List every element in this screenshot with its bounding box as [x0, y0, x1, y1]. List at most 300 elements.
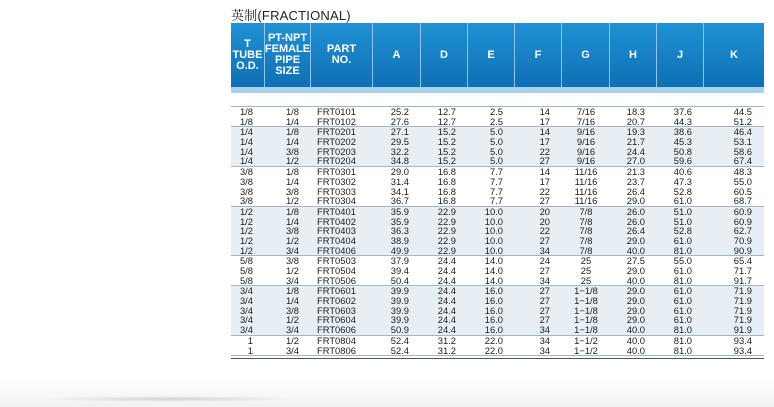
cell-f: 27	[539, 286, 550, 297]
cell-a: 49.9	[390, 245, 409, 256]
cell-g: 9/16	[576, 146, 596, 157]
cell-f: 27	[539, 235, 550, 246]
table-row	[231, 117, 764, 127]
cell-e: 2.5	[489, 116, 503, 127]
cell-pipe-size: 1/4	[285, 116, 299, 127]
cell-g: 1−1/8	[574, 305, 598, 316]
cell-tube-od: 3/8	[239, 186, 253, 197]
cell-e: 10.0	[484, 245, 503, 256]
cell-e: 16.0	[484, 315, 503, 326]
cell-pipe-size: 1/8	[285, 286, 299, 297]
cell-pipe-size: 1/8	[285, 107, 299, 117]
table-row	[231, 276, 764, 286]
cell-g: 11/16	[574, 176, 598, 187]
cell-k: 60.9	[733, 216, 752, 227]
background-floor	[0, 380, 774, 407]
cell-e: 2.5	[489, 107, 503, 117]
cell-pipe-size: 1/2	[285, 315, 299, 326]
table-row	[231, 286, 764, 296]
cell-tube-od: 1/2	[239, 206, 253, 217]
cell-pipe-size: 1/4	[285, 176, 299, 187]
cell-part-no: FRT0102	[317, 116, 356, 127]
cell-j: 47.3	[673, 176, 692, 187]
cell-d: 24.4	[437, 286, 456, 297]
table-row	[231, 167, 764, 177]
cell-d: 24.4	[437, 315, 456, 326]
cell-h: 40.0	[626, 345, 645, 356]
cell-tube-od: 1/8	[239, 116, 253, 127]
cell-k: 71.9	[733, 305, 752, 316]
cell-g: 25	[580, 256, 592, 266]
cell-d: 15.2	[437, 146, 456, 157]
table-row	[231, 187, 764, 197]
cell-pipe-size: 1/2	[285, 266, 299, 276]
table-row	[231, 207, 764, 217]
cell-g: 11/16	[574, 196, 598, 206]
cell-part-no: FRT0506	[317, 275, 356, 286]
table-row	[231, 147, 764, 157]
cell-f: 17	[539, 137, 550, 147]
cell-e: 16.0	[484, 286, 503, 297]
cell-a: 27.1	[390, 127, 409, 138]
cell-k: 93.4	[733, 345, 752, 356]
cell-f: 27	[539, 296, 550, 306]
cell-f: 17	[539, 116, 550, 127]
cell-j: 52.8	[673, 186, 692, 197]
table-row	[231, 107, 764, 117]
table-row	[231, 127, 764, 137]
cell-tube-od: 1/4	[239, 127, 253, 138]
cell-j: 61.0	[673, 305, 692, 316]
table-row	[231, 315, 764, 325]
cell-d: 24.4	[437, 266, 456, 276]
cell-g: 7/8	[579, 206, 593, 217]
cell-k: 71.7	[733, 266, 752, 276]
cell-j: 52.8	[673, 226, 692, 236]
cell-g: 9/16	[576, 156, 596, 167]
cell-k: 71.9	[733, 286, 752, 297]
cell-e: 16.0	[484, 305, 503, 316]
cell-h: 29.0	[626, 305, 645, 316]
cell-j: 44.3	[673, 116, 692, 127]
cell-part-no: FRT0301	[317, 167, 356, 177]
cell-d: 24.4	[437, 275, 456, 286]
cell-part-no: FRT0604	[317, 315, 356, 326]
cell-j: 61.0	[673, 196, 692, 206]
header-part-no: PART NO.	[311, 23, 373, 87]
cell-d: 12.7	[437, 107, 456, 117]
cell-part-no: FRT0202	[317, 137, 356, 147]
cell-k: 48.3	[733, 167, 752, 177]
table-row	[231, 137, 764, 147]
cell-h: 26.0	[626, 206, 645, 217]
cell-e: 10.0	[484, 216, 503, 227]
cell-pipe-size: 3/4	[285, 325, 299, 335]
cell-h: 18.3	[626, 107, 645, 117]
cell-h: 23.7	[626, 176, 645, 187]
cell-a: 35.9	[390, 206, 409, 217]
cell-f: 14	[539, 167, 550, 177]
table-row	[231, 177, 764, 187]
cell-a: 50.4	[390, 275, 409, 286]
cell-a: 39.9	[390, 296, 409, 306]
cell-part-no: FRT0804	[317, 335, 356, 346]
cell-k: 58.6	[733, 146, 752, 157]
cell-f: 20	[539, 216, 550, 227]
cell-pipe-size: 1/4	[285, 137, 299, 147]
cell-a: 32.2	[390, 146, 409, 157]
cell-part-no: FRT0403	[317, 226, 356, 236]
cell-tube-od: 3/4	[239, 315, 253, 326]
cell-g: 1−1/8	[574, 325, 598, 335]
cell-d: 16.8	[437, 196, 456, 206]
cell-f: 27	[539, 196, 550, 206]
cell-pipe-size: 3/8	[285, 226, 299, 236]
cell-j: 81.0	[673, 325, 692, 335]
cell-g: 7/16	[576, 116, 596, 127]
cell-pipe-size: 1/4	[285, 216, 299, 227]
cell-d: 22.9	[437, 235, 456, 246]
cell-d: 16.8	[437, 167, 456, 177]
cell-h: 26.0	[626, 216, 645, 227]
cell-a: 39.9	[390, 315, 409, 326]
cell-e: 22.0	[484, 345, 503, 356]
cell-j: 40.6	[673, 167, 692, 177]
cell-h: 21.7	[626, 137, 645, 147]
table-body	[231, 106, 764, 356]
table-row	[231, 246, 764, 256]
row-group	[231, 107, 764, 127]
table-row	[231, 156, 764, 166]
cell-k: 91.7	[733, 275, 752, 286]
row-group	[231, 167, 764, 207]
cell-f: 27	[539, 315, 550, 326]
cell-tube-od: 3/8	[239, 196, 253, 206]
cell-a: 35.9	[390, 216, 409, 227]
cell-tube-od: 1	[247, 335, 253, 346]
cell-a: 39.9	[390, 305, 409, 316]
cell-h: 40.0	[626, 325, 645, 335]
cell-tube-od: 5/8	[239, 256, 253, 266]
cell-part-no: FRT0402	[317, 216, 356, 227]
header-f: F	[515, 23, 562, 87]
cell-d: 24.4	[437, 256, 456, 266]
header-e: E	[468, 23, 515, 87]
cell-part-no: FRT0201	[317, 127, 356, 138]
cell-g: 1−1/2	[574, 335, 598, 346]
cell-k: 67.4	[733, 156, 752, 167]
cell-pipe-size: 3/8	[285, 146, 299, 157]
cell-part-no: FRT0806	[317, 345, 356, 356]
cell-f: 24	[539, 256, 550, 266]
cell-f: 22	[539, 146, 550, 157]
cell-d: 15.2	[437, 156, 456, 167]
cell-part-no: FRT0606	[317, 325, 356, 335]
cell-tube-od: 1/2	[239, 245, 253, 256]
cell-tube-od: 3/4	[239, 286, 253, 297]
header-k: K	[704, 23, 764, 87]
cell-f: 17	[539, 176, 550, 187]
cell-j: 61.0	[673, 235, 692, 246]
cell-f: 14	[539, 107, 550, 117]
cell-k: 93.4	[733, 335, 752, 346]
cell-h: 19.3	[626, 127, 645, 138]
cell-j: 81.0	[673, 275, 692, 286]
cell-g: 7/8	[579, 226, 593, 236]
cell-part-no: FRT0203	[317, 146, 356, 157]
cell-a: 36.3	[390, 226, 409, 236]
cell-d: 31.2	[437, 345, 456, 356]
header-pipe-size: PT-NPT FEMALE PIPE SIZE	[265, 23, 311, 87]
cell-g: 11/16	[574, 186, 598, 197]
cell-tube-od: 1/4	[239, 156, 253, 167]
cell-k: 71.9	[733, 296, 752, 306]
cell-a: 27.6	[390, 116, 409, 127]
cell-j: 61.0	[673, 286, 692, 297]
cell-k: 53.1	[733, 137, 752, 147]
cell-a: 39.9	[390, 286, 409, 297]
cell-pipe-size: 3/4	[285, 345, 299, 356]
cell-e: 10.0	[484, 235, 503, 246]
cell-f: 27	[539, 266, 550, 276]
cell-pipe-size: 1/2	[285, 335, 299, 346]
cell-part-no: FRT0302	[317, 176, 356, 187]
cell-a: 39.4	[390, 266, 409, 276]
cell-tube-od: 5/8	[239, 266, 253, 276]
cell-a: 37.9	[390, 256, 409, 266]
cell-h: 29.0	[626, 235, 645, 246]
cell-tube-od: 3/4	[239, 305, 253, 316]
cell-tube-od: 3/4	[239, 296, 253, 306]
cell-tube-od: 1/4	[239, 137, 253, 147]
cell-j: 61.0	[673, 296, 692, 306]
cell-f: 27	[539, 305, 550, 316]
cell-d: 15.2	[437, 137, 456, 147]
cell-e: 7.7	[489, 186, 503, 197]
cell-e: 10.0	[484, 206, 503, 217]
table-row	[231, 336, 764, 346]
cell-tube-od: 3/8	[239, 167, 253, 177]
cell-pipe-size: 1/2	[285, 235, 299, 246]
cell-f: 34	[539, 335, 550, 346]
cell-part-no: FRT0304	[317, 196, 356, 206]
cell-tube-od: 3/8	[239, 176, 253, 187]
cell-d: 22.9	[437, 206, 456, 217]
cell-a: 31.4	[390, 176, 409, 187]
cell-j: 38.6	[673, 127, 692, 138]
cell-d: 22.9	[437, 216, 456, 227]
cell-j: 81.0	[673, 345, 692, 356]
table-bottom-rule	[231, 358, 764, 359]
cell-k: 51.2	[733, 116, 752, 127]
cell-k: 60.9	[733, 206, 752, 217]
cell-pipe-size: 3/4	[285, 275, 299, 286]
cell-pipe-size: 3/8	[285, 256, 299, 266]
header-a: A	[373, 23, 421, 87]
cell-h: 40.0	[626, 245, 645, 256]
cell-f: 34	[539, 325, 550, 335]
header-j: J	[657, 23, 704, 87]
cell-tube-od: 1	[247, 345, 253, 356]
cell-h: 20.7	[626, 116, 645, 127]
cell-j: 61.0	[673, 315, 692, 326]
cell-g: 7/8	[579, 235, 593, 246]
header-h: H	[610, 23, 657, 87]
cell-e: 5.0	[489, 127, 503, 138]
cell-a: 50.9	[390, 325, 409, 335]
cell-e: 14.0	[484, 266, 503, 276]
cell-pipe-size: 1/8	[285, 167, 299, 177]
cell-j: 45.3	[673, 137, 692, 147]
row-group	[231, 256, 764, 286]
cell-e: 22.0	[484, 335, 503, 346]
table-row	[231, 296, 764, 306]
cell-tube-od: 1/2	[239, 235, 253, 246]
row-group	[231, 336, 764, 356]
cell-j: 81.0	[673, 335, 692, 346]
cell-part-no: FRT0603	[317, 305, 356, 316]
table-row	[231, 256, 764, 266]
cell-h: 40.0	[626, 275, 645, 286]
cell-a: 52.4	[390, 345, 409, 356]
table-row	[231, 266, 764, 276]
cell-e: 5.0	[489, 137, 503, 147]
cell-pipe-size: 1/2	[285, 156, 299, 167]
cell-e: 5.0	[489, 146, 503, 157]
cell-e: 16.0	[484, 325, 503, 335]
cell-h: 27.0	[626, 156, 645, 167]
cell-k: 44.5	[733, 107, 752, 117]
cell-h: 29.0	[626, 286, 645, 297]
cell-a: 34.8	[390, 156, 409, 167]
cell-f: 34	[539, 245, 550, 256]
cell-k: 90.9	[733, 245, 752, 256]
cell-f: 22	[539, 186, 550, 197]
cell-h: 29.0	[626, 296, 645, 306]
cell-f: 27	[539, 156, 550, 167]
cell-part-no: FRT0503	[317, 256, 356, 266]
cell-a: 36.7	[390, 196, 409, 206]
cell-part-no: FRT0601	[317, 286, 356, 297]
table-row	[231, 346, 764, 356]
header-g: G	[562, 23, 610, 87]
cell-h: 26.4	[626, 186, 645, 197]
cell-tube-od: 1/2	[239, 216, 253, 227]
cell-pipe-size: 3/8	[285, 186, 299, 197]
cell-d: 16.8	[437, 176, 456, 187]
cell-h: 29.0	[626, 315, 645, 326]
cell-a: 34.1	[390, 186, 409, 197]
cell-part-no: FRT0602	[317, 296, 356, 306]
table-row	[231, 196, 764, 206]
cell-e: 7.7	[489, 196, 503, 206]
table-title: 英制(FRACTIONAL)	[231, 8, 351, 23]
cell-part-no: FRT0204	[317, 156, 356, 167]
dimension-table	[231, 23, 764, 359]
row-group	[231, 127, 764, 167]
cell-h: 29.0	[626, 196, 645, 206]
cell-g: 1−1/8	[574, 286, 598, 297]
cell-j: 61.0	[673, 266, 692, 276]
cell-h: 29.0	[626, 266, 645, 276]
cell-d: 24.4	[437, 296, 456, 306]
cell-k: 65.4	[733, 256, 752, 266]
cell-tube-od: 1/4	[239, 146, 253, 157]
cell-tube-od: 1/2	[239, 226, 253, 236]
cell-g: 7/8	[579, 245, 593, 256]
cell-e: 7.7	[489, 167, 503, 177]
cell-g: 1−1/8	[574, 315, 598, 326]
cell-g: 25	[580, 266, 592, 276]
cell-pipe-size: 3/4	[285, 245, 299, 256]
cell-e: 14.0	[484, 256, 503, 266]
table-row	[231, 226, 764, 236]
cell-h: 27.5	[626, 256, 645, 266]
cell-a: 25.2	[390, 107, 409, 117]
cell-d: 16.8	[437, 186, 456, 197]
cell-k: 55.0	[733, 176, 752, 187]
row-group	[231, 207, 764, 256]
cell-g: 25	[580, 275, 592, 286]
cell-k: 68.7	[733, 196, 752, 206]
cell-k: 70.9	[733, 235, 752, 246]
cell-h: 40.0	[626, 335, 645, 346]
cell-g: 7/16	[576, 107, 596, 117]
cell-a: 38.9	[390, 235, 409, 246]
cell-pipe-size: 1/2	[285, 196, 299, 206]
cell-e: 7.7	[489, 176, 503, 187]
table-row	[231, 236, 764, 246]
cell-pipe-size: 3/8	[285, 305, 299, 316]
cell-pipe-size: 1/8	[285, 206, 299, 217]
cell-k: 91.9	[733, 325, 752, 335]
cell-a: 29.5	[390, 137, 409, 147]
cell-j: 55.0	[673, 256, 692, 266]
cell-f: 34	[539, 345, 550, 356]
cell-g: 1−1/2	[574, 345, 598, 356]
cell-j: 37.6	[673, 107, 692, 117]
cell-part-no: FRT0101	[317, 107, 356, 117]
cell-d: 12.7	[437, 116, 456, 127]
cell-tube-od: 1/8	[239, 107, 253, 117]
header-tube-od: T TUBE O.D.	[231, 23, 265, 87]
cell-part-no: FRT0404	[317, 235, 356, 246]
cell-g: 1−1/8	[574, 296, 598, 306]
cell-j: 59.6	[673, 156, 692, 167]
background-shadow	[40, 396, 300, 402]
cell-part-no: FRT0303	[317, 186, 356, 197]
cell-f: 20	[539, 206, 550, 217]
cell-k: 46.4	[733, 127, 752, 138]
cell-d: 24.4	[437, 325, 456, 335]
cell-g: 9/16	[576, 127, 596, 138]
cell-j: 51.0	[673, 206, 692, 217]
cell-e: 10.0	[484, 226, 503, 236]
cell-d: 24.4	[437, 305, 456, 316]
cell-h: 26.4	[626, 226, 645, 236]
cell-tube-od: 3/4	[239, 325, 253, 335]
cell-k: 60.5	[733, 186, 752, 197]
cell-h: 24.4	[626, 146, 645, 157]
cell-j: 51.0	[673, 216, 692, 227]
cell-d: 22.9	[437, 245, 456, 256]
cell-part-no: FRT0406	[317, 245, 356, 256]
cell-part-no: FRT0401	[317, 206, 356, 217]
table-header	[231, 23, 764, 87]
header-gap	[231, 93, 764, 106]
cell-g: 11/16	[574, 167, 598, 177]
header-d: D	[421, 23, 468, 87]
